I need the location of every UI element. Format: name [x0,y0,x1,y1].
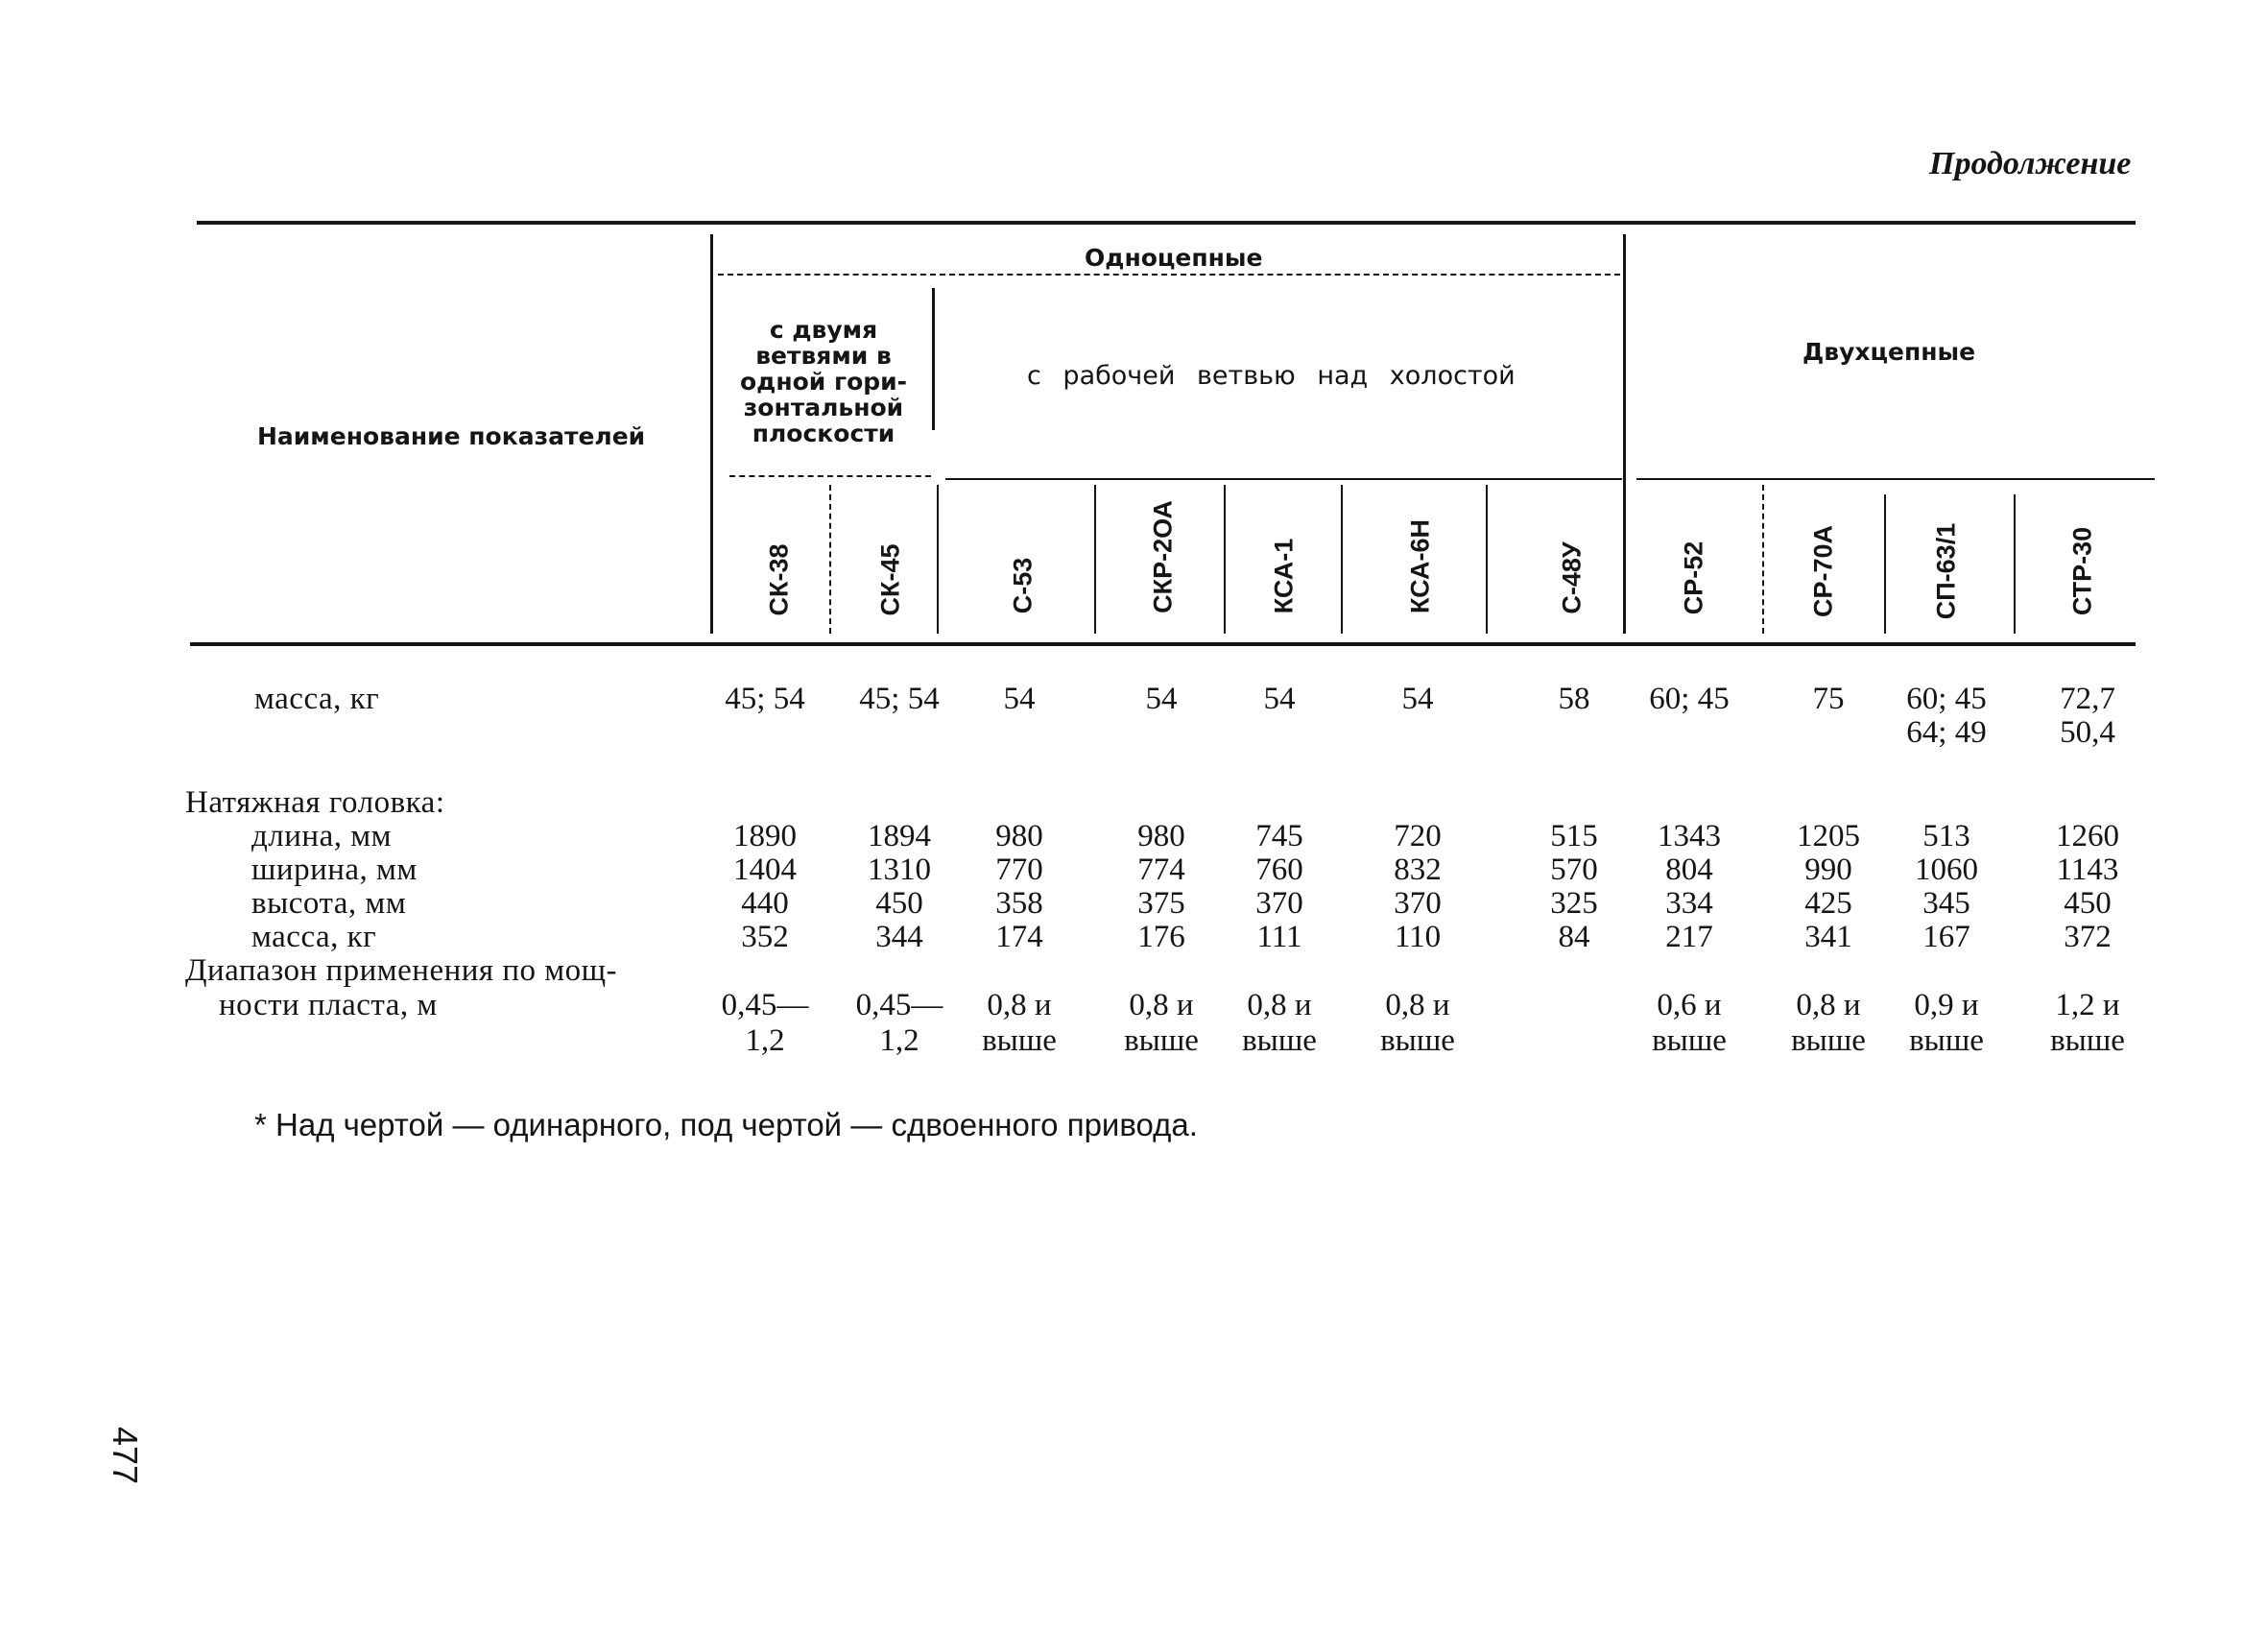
two-branches-header [718,317,929,446]
length-cell: 980 [995,819,1043,853]
mass-cell: 174 [995,920,1043,954]
mass-top-cell: 75 [1812,682,1845,716]
working-branch-rule [945,478,1622,480]
double-chain-rule [1636,478,2155,480]
range-line1-cell: 0,8 и [1129,988,1194,1022]
row-label-range-2: ности пласта, м [219,988,438,1022]
mass-top-cell: 58 [1558,682,1590,716]
range-line1-cell: 0,8 и [1796,988,1861,1022]
mass-cell: 84 [1558,920,1590,954]
sep-sp63-str30 [2014,494,2016,634]
range-line1-cell: 0,6 и [1657,988,1722,1022]
model-ksa1: КСА-1 [1269,538,1299,614]
sep-cp52-cp70 [1762,485,1764,634]
mass-top-cell: 54 [1263,682,1296,716]
model-c48u: С-48У [1557,541,1587,614]
range-line1-cell: 0,9 и [1914,988,1979,1022]
mass-top-cell: 54 [1401,682,1434,716]
model-cp70a: СР-70А [1808,524,1838,618]
mass-cell: 167 [1922,920,1970,954]
model-sp63: СП-63/1 [1931,522,1961,620]
height-cell: 425 [1804,886,1852,921]
mass-cell: 111 [1256,920,1302,954]
range-line1-cell: 0,45— [855,988,943,1022]
mass-cell: 217 [1665,920,1713,954]
range-line2-cell: выше [1791,1023,1866,1058]
range-line1-cell: 0,8 и [987,988,1052,1022]
single-chain-header: Одноцепные [1085,244,1263,272]
two-branches-line: плоскости [752,420,895,447]
range-line2-cell: выше [1909,1023,1984,1058]
row-label-length: длина, мм [251,819,392,853]
range-line2-cell: выше [1124,1023,1199,1058]
sep-ksa6-c48 [1486,485,1488,634]
range-line2-cell: выше [2050,1023,2125,1058]
header-bottom-rule [190,642,2136,646]
single-chain-dash [718,274,1620,276]
mass-top-cell: 60; 45 [1906,682,1987,716]
divider-two-chain [1623,234,1626,480]
width-cell: 804 [1665,853,1713,887]
range-line2-cell: выше [1380,1023,1455,1058]
mass-top-cell: 72,7 [2060,682,2115,716]
working-over-idle-header: с рабочей ветвью над холостой [1027,361,1516,391]
range-line1-cell: 0,8 и [1247,988,1312,1022]
two-branches-line: с двумя [769,316,878,344]
range-line1-cell: 0,8 и [1385,988,1450,1022]
length-cell: 515 [1550,819,1598,853]
sep-c48-cp52 [1623,480,1626,634]
continuation-label: Продолжение [1929,146,2132,181]
row-label-height: высота, мм [251,886,407,921]
length-cell: 745 [1255,819,1303,853]
range-line2-cell: выше [1242,1023,1317,1058]
length-cell: 720 [1394,819,1442,853]
length-cell: 1260 [2056,819,2119,853]
model-sk45: СК-45 [875,543,905,616]
height-cell: 325 [1550,886,1598,921]
width-cell: 770 [995,853,1043,887]
sep-sk38-sk45 [829,485,831,634]
page-number: 477 [106,1426,146,1485]
model-str30: СТР-30 [2067,526,2097,616]
length-cell: 1890 [733,819,797,853]
mass-top-cell: 45; 54 [859,682,940,716]
row-label-range-1: Диапазон применения по мощ- [185,953,618,988]
mass-top-cell: 54 [1145,682,1178,716]
range-line1-cell: 0,45— [721,988,809,1022]
two-branches-dash [729,475,931,477]
mass-top-cell: 54 [1003,682,1036,716]
length-cell: 1343 [1658,819,1721,853]
mass-top-cell: 60; 45 [1649,682,1730,716]
length-cell: 1894 [868,819,931,853]
range-line2-cell: выше [1652,1023,1727,1058]
sep-c53-skr [1094,485,1096,634]
width-cell: 774 [1137,853,1185,887]
width-cell: 1310 [868,853,931,887]
mass-cell: 341 [1804,920,1852,954]
row-label-mass-top: масса, кг [254,682,380,716]
sep-sk45-c53 [937,485,939,634]
width-cell: 760 [1255,853,1303,887]
mass-cell: 176 [1137,920,1185,954]
width-cell: 1060 [1915,853,1978,887]
divider-two-branches [932,288,935,430]
width-cell: 1143 [2056,853,2119,887]
height-cell: 358 [995,886,1043,921]
length-cell: 1205 [1797,819,1860,853]
mass-top-second-cell: 64; 49 [1906,715,1987,750]
mass-cell: 372 [2064,920,2112,954]
row-label-mass: масса, кг [251,920,377,954]
mass-cell: 344 [875,920,923,954]
width-cell: 570 [1550,853,1598,887]
name-col-header: Наименование показателей [257,422,646,450]
width-cell: 832 [1394,853,1442,887]
mass-top-cell: 45; 54 [725,682,805,716]
mass-cell: 110 [1394,920,1442,954]
model-c53: С-53 [1008,557,1038,614]
two-branches-line: одной гори- [739,368,908,396]
height-cell: 370 [1394,886,1442,921]
divider-name-col [710,234,713,634]
sep-skr-ksa1 [1224,485,1226,634]
length-cell: 513 [1922,819,1970,853]
width-cell: 1404 [733,853,797,887]
height-cell: 440 [741,886,789,921]
height-cell: 375 [1137,886,1185,921]
model-ksa6n: КСА-6Н [1405,519,1435,613]
height-cell: 450 [2064,886,2112,921]
mass-top-second-cell: 50,4 [2060,715,2115,750]
mass-cell: 352 [741,920,789,954]
range-line2-cell: выше [982,1023,1057,1058]
row-label-tension-head: Натяжная головка: [185,785,445,820]
length-cell: 980 [1137,819,1185,853]
model-sk38: СК-38 [764,543,794,616]
range-line2-cell: 1,2 [745,1023,785,1058]
model-cp52: СР-52 [1679,540,1708,615]
height-cell: 345 [1922,886,1970,921]
table-top-rule [197,221,2136,225]
double-chain-header: Двухцепные [1802,338,1976,366]
sep-ksa1-ksa6 [1341,485,1343,634]
footnote: * Над чертой — одинарного, под чертой — сдвоенного привода. [254,1107,1198,1142]
sep-cp70-sp63 [1884,494,1886,634]
height-cell: 370 [1255,886,1303,921]
two-branches-line: ветвями в [755,342,892,370]
range-line2-cell: 1,2 [879,1023,919,1058]
height-cell: 450 [875,886,923,921]
two-branches-line: зонтальной [743,394,904,421]
row-label-width: ширина, мм [251,853,418,887]
height-cell: 334 [1665,886,1713,921]
model-skr20a: СКР-2ОА [1148,500,1178,613]
width-cell: 990 [1804,853,1852,887]
range-line1-cell: 1,2 и [2055,988,2120,1022]
